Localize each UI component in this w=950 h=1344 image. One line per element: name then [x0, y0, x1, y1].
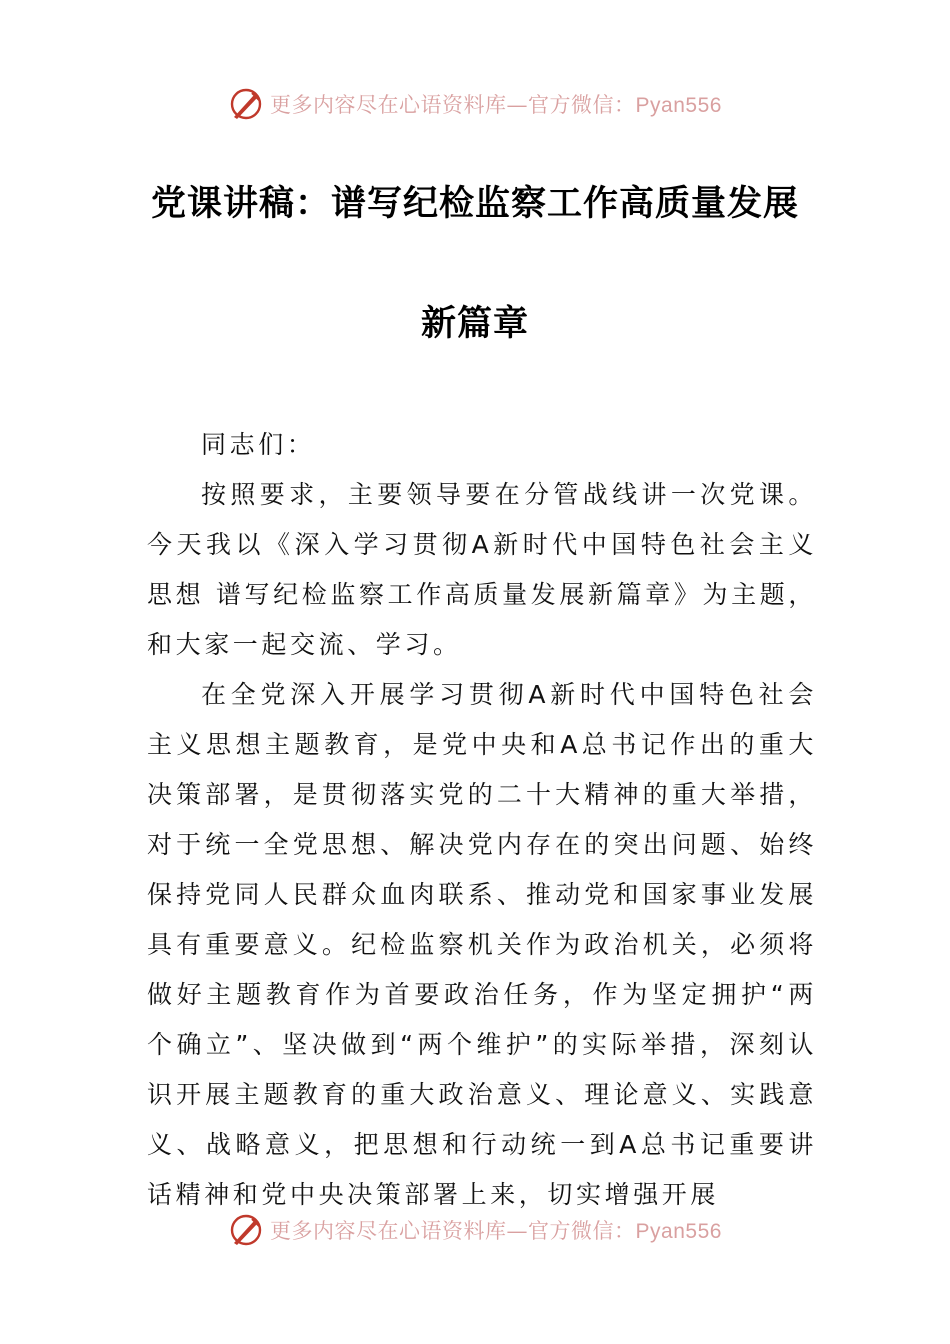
document-title-continued: 新篇章: [420, 304, 529, 344]
document-title: 党课讲稿：谱写纪检监察工作高质量发展: [150, 184, 799, 224]
header-watermark: [0, 82, 950, 126]
salutation: 同志们：: [201, 430, 316, 459]
paragraph: 按照要求，主要领导要在分管战线讲一次党课。今天我以《深入学习贯彻A新时代中国特色社会主义思想 谱写纪检监察工作高质量发展新篇章》为主题，和大家一起交流、学习。: [147, 480, 817, 659]
watermark-text: 更多内容尽在心语资料库—官方微信：Pyan556: [270, 93, 722, 117]
footer-watermark: [0, 1208, 950, 1252]
watermark-handle: Pyan556: [635, 94, 722, 117]
watermark-text: 更多内容尽在心语资料库—官方微信：Pyan556: [270, 1219, 722, 1243]
pen-nib-circle-icon: [228, 1212, 264, 1248]
watermark-handle: Pyan556: [635, 1220, 722, 1243]
document-body: [147, 420, 817, 1220]
pen-nib-circle-icon: [228, 86, 264, 122]
paragraph: 在全党深入开展学习贯彻A新时代中国特色社会主义思想主题教育，是党中央和A总书记作出的重大决策部署，是贯彻落实党的二十大精神的重大举措，对于统一全党思想、解决党内存在的突出问题、始终保持党同人民群众血肉联系、推动党和国家事业发展具有重要意义。纪检监察机关作为政治机关，必须将做好主题教育作为首要政治任务，作为坚定拥护“两个确立”、坚决做到“两个维护”的实际举措，深刻认识开展主题教育的重大政治意义、理论意义、实践意义、战略意义，把思想和行动统一到A总书记重要讲话精神和党中央决策部署上来，切实增强开展: [147, 680, 817, 1209]
